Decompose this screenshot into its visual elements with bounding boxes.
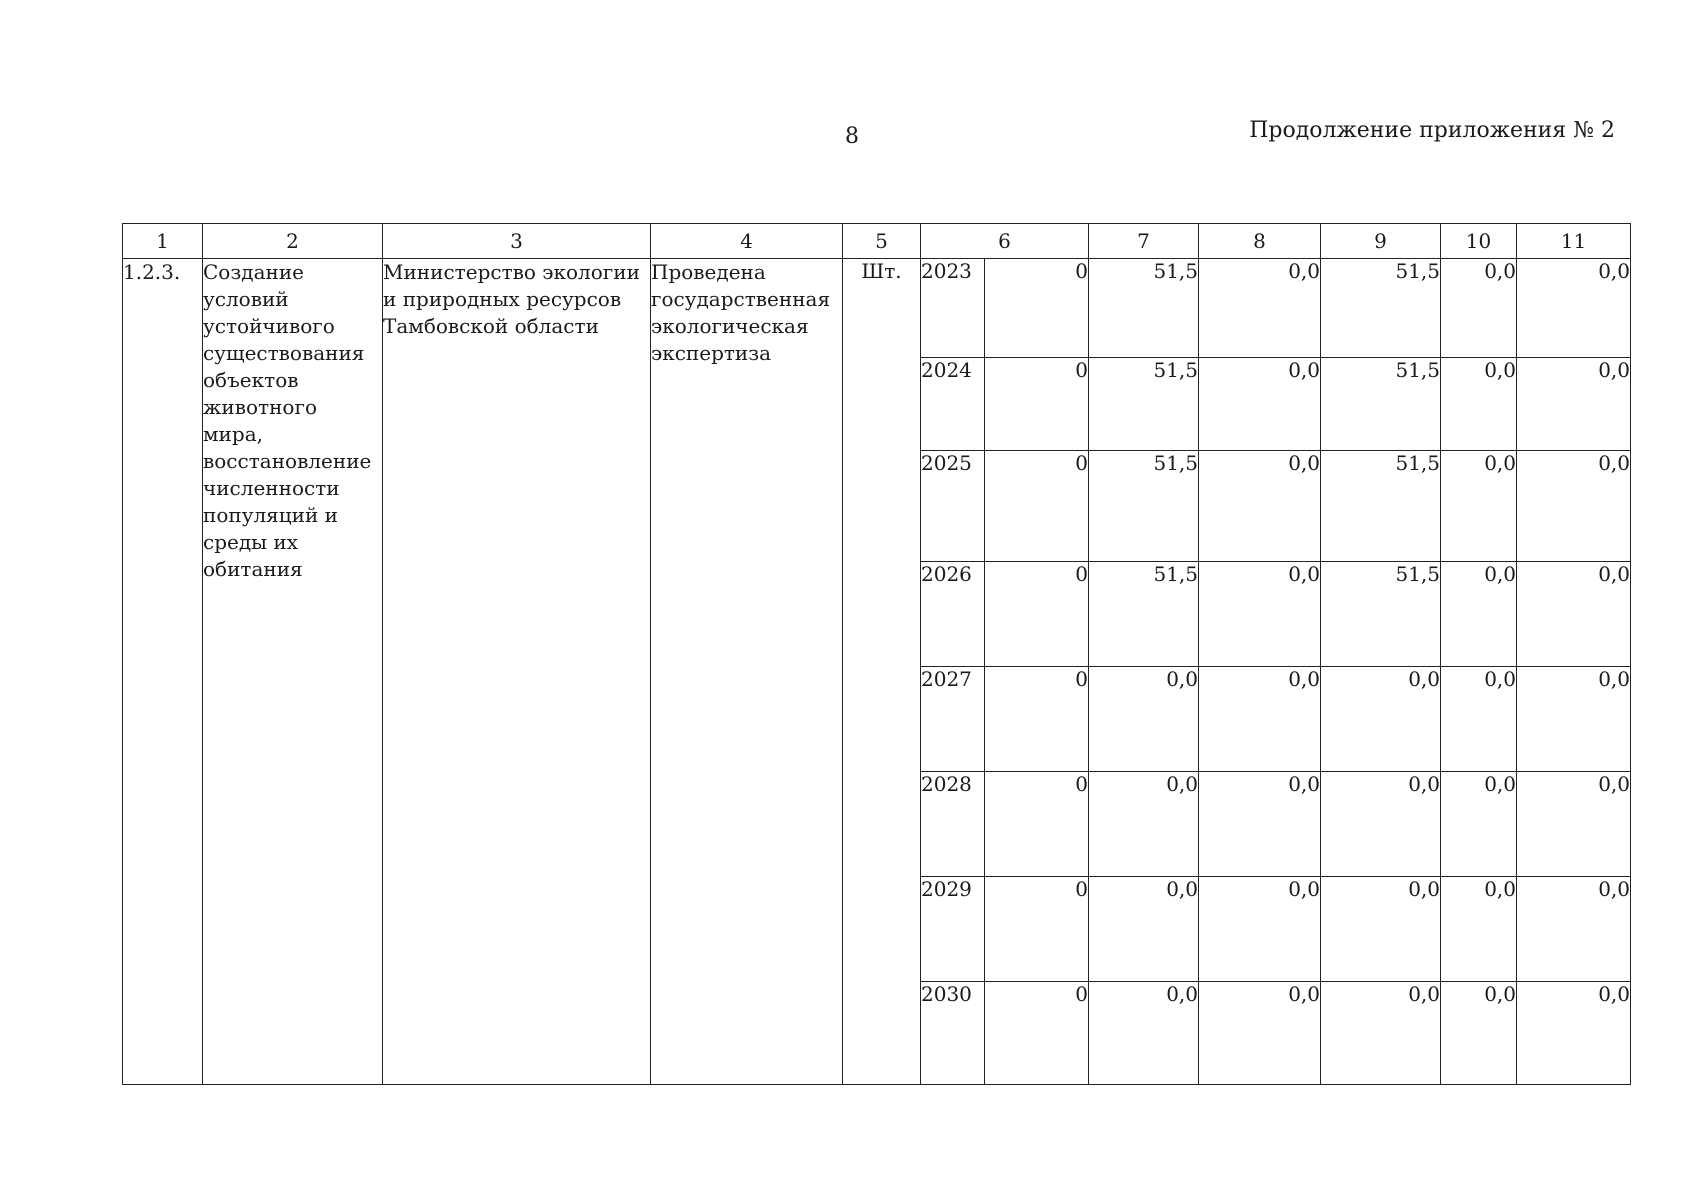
value-cell: 0,0 bbox=[1441, 358, 1517, 451]
value-cell: 51,5 bbox=[1321, 259, 1441, 358]
value-cell: 51,5 bbox=[1321, 562, 1441, 667]
qty-cell: 0 bbox=[985, 358, 1089, 451]
value-cell: 0,0 bbox=[1199, 982, 1321, 1085]
value-cell: 0,0 bbox=[1517, 259, 1631, 358]
col-header-2: 2 bbox=[203, 224, 383, 259]
year-cell: 2026 bbox=[921, 562, 985, 667]
qty-cell: 0 bbox=[985, 451, 1089, 562]
appendix-table bbox=[122, 223, 1631, 1085]
value-cell: 0,0 bbox=[1199, 259, 1321, 358]
value-cell: 0,0 bbox=[1199, 877, 1321, 982]
value-cell: 0,0 bbox=[1199, 451, 1321, 562]
value-cell: 0,0 bbox=[1441, 667, 1517, 772]
col-header-1: 1 bbox=[123, 224, 203, 259]
value-cell: 0,0 bbox=[1321, 667, 1441, 772]
value-cell: 0,0 bbox=[1089, 667, 1199, 772]
qty-cell: 0 bbox=[985, 667, 1089, 772]
qty-cell: 0 bbox=[985, 259, 1089, 358]
value-cell: 0,0 bbox=[1089, 982, 1199, 1085]
value-cell: 0,0 bbox=[1441, 451, 1517, 562]
value-cell: 0,0 bbox=[1321, 877, 1441, 982]
col-header-4: 4 bbox=[651, 224, 843, 259]
value-cell: 0,0 bbox=[1321, 772, 1441, 877]
qty-cell: 0 bbox=[985, 772, 1089, 877]
value-cell: 0,0 bbox=[1517, 667, 1631, 772]
year-cell: 2030 bbox=[921, 982, 985, 1085]
item-unit: Шт. bbox=[843, 259, 921, 1085]
year-cell: 2024 bbox=[921, 358, 985, 451]
qty-cell: 0 bbox=[985, 562, 1089, 667]
value-cell: 51,5 bbox=[1089, 451, 1199, 562]
col-header-11: 11 bbox=[1517, 224, 1631, 259]
col-header-8: 8 bbox=[1199, 224, 1321, 259]
value-cell: 51,5 bbox=[1321, 451, 1441, 562]
item-responsible: Министерство экологии и природных ресурсов Тамбовской области bbox=[383, 259, 651, 1085]
year-cell: 2029 bbox=[921, 877, 985, 982]
value-cell: 51,5 bbox=[1089, 358, 1199, 451]
item-number: 1.2.3. bbox=[123, 259, 203, 1085]
value-cell: 0,0 bbox=[1517, 358, 1631, 451]
qty-cell: 0 bbox=[985, 982, 1089, 1085]
col-header-7: 7 bbox=[1089, 224, 1199, 259]
value-cell: 0,0 bbox=[1199, 358, 1321, 451]
year-cell: 2025 bbox=[921, 451, 985, 562]
value-cell: 51,5 bbox=[1089, 562, 1199, 667]
page-number: 8 bbox=[845, 124, 859, 149]
col-header-10: 10 bbox=[1441, 224, 1517, 259]
value-cell: 0,0 bbox=[1441, 982, 1517, 1085]
value-cell: 0,0 bbox=[1517, 772, 1631, 877]
value-cell: 0,0 bbox=[1441, 772, 1517, 877]
value-cell: 0,0 bbox=[1089, 877, 1199, 982]
value-cell: 0,0 bbox=[1441, 877, 1517, 982]
col-header-9: 9 bbox=[1321, 224, 1441, 259]
value-cell: 0,0 bbox=[1441, 259, 1517, 358]
year-cell: 2028 bbox=[921, 772, 985, 877]
value-cell: 0,0 bbox=[1089, 772, 1199, 877]
appendix-continuation-label: Продолжение приложения № 2 bbox=[1249, 118, 1615, 143]
value-cell: 0,0 bbox=[1517, 877, 1631, 982]
column-header-row bbox=[123, 224, 1631, 259]
year-cell: 2023 bbox=[921, 259, 985, 358]
value-cell: 0,0 bbox=[1517, 451, 1631, 562]
value-cell: 51,5 bbox=[1321, 358, 1441, 451]
qty-cell: 0 bbox=[985, 877, 1089, 982]
value-cell: 0,0 bbox=[1199, 772, 1321, 877]
value-cell: 0,0 bbox=[1517, 562, 1631, 667]
year-cell: 2027 bbox=[921, 667, 985, 772]
table-row bbox=[123, 259, 1631, 358]
value-cell: 0,0 bbox=[1517, 982, 1631, 1085]
item-result: Проведена государственная экологическая экспертиза bbox=[651, 259, 843, 1085]
value-cell: 0,0 bbox=[1321, 982, 1441, 1085]
value-cell: 0,0 bbox=[1199, 667, 1321, 772]
col-header-6: 6 bbox=[921, 224, 1089, 259]
value-cell: 0,0 bbox=[1199, 562, 1321, 667]
value-cell: 0,0 bbox=[1441, 562, 1517, 667]
item-name: Создание условий устойчивого существования объектов животного мира, восстановление численности популяций и среды их обитания bbox=[203, 259, 383, 1085]
col-header-3: 3 bbox=[383, 224, 651, 259]
col-header-5: 5 bbox=[843, 224, 921, 259]
value-cell: 51,5 bbox=[1089, 259, 1199, 358]
